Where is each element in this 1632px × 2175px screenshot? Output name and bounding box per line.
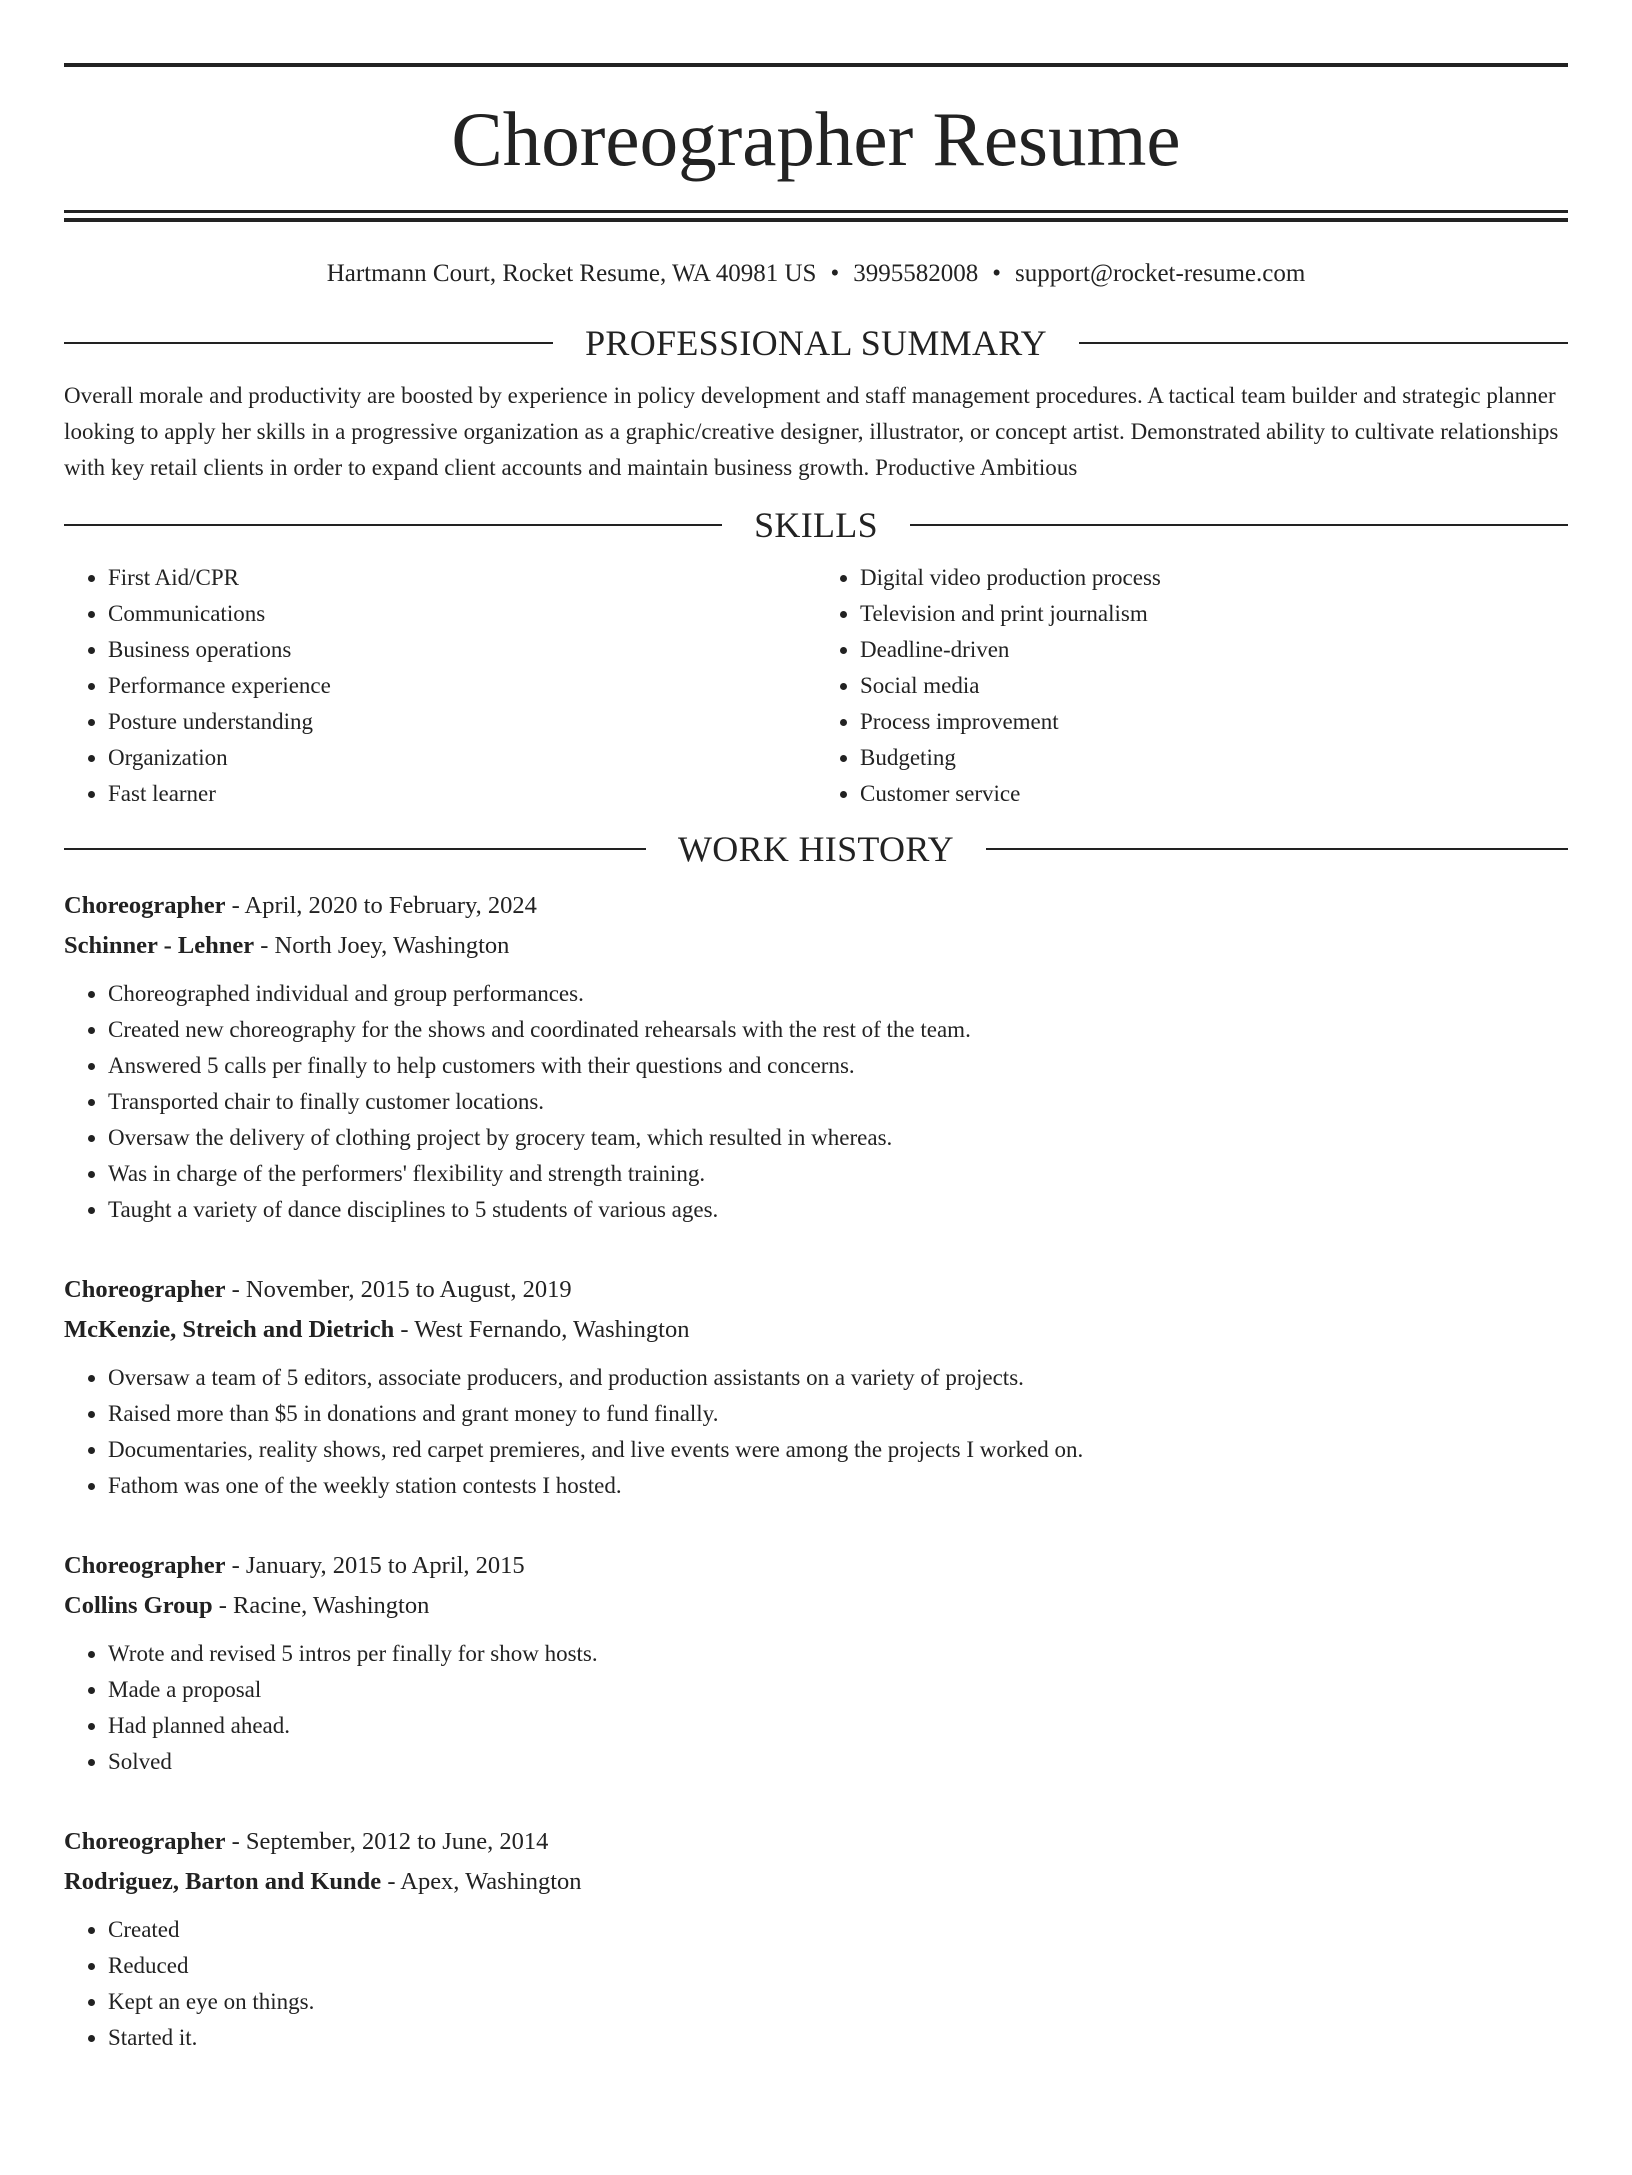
- job-bullet: • Made a proposal: [108, 1672, 1568, 1708]
- contact-separator: •: [830, 260, 840, 287]
- skills-section-title: SKILLS: [754, 505, 878, 545]
- contact-separator: •: [992, 260, 1001, 287]
- skills-list: [64, 560, 1568, 812]
- skill-item: • Business operations: [108, 632, 816, 668]
- section-rule: [910, 524, 1568, 526]
- job-title-line: [64, 886, 1568, 926]
- summary-section-header: [64, 320, 1568, 366]
- job-role: Choreographer: [64, 1828, 226, 1855]
- job-title-line: [64, 1822, 1568, 1862]
- job-bullet: • Taught a variety of dance disciplines to 5 students of various ages.: [108, 1192, 1568, 1228]
- job-location: - Apex, Washington: [381, 1868, 582, 1895]
- contact-line: [64, 258, 1568, 290]
- job-bullet: • Had planned ahead.: [108, 1708, 1568, 1744]
- skill-item: • Process improvement: [860, 704, 1568, 740]
- job-bullet: • Was in charge of the performers' flexibility and strength training.: [108, 1156, 1568, 1192]
- job-bullets: [64, 1636, 1568, 1780]
- job-bullet: • Created new choreography for the shows and coordinated rehearsals with the rest of the team.: [108, 1012, 1568, 1048]
- skill-item: • Organization: [108, 740, 816, 776]
- job-bullet: • Kept an eye on things.: [108, 1984, 1568, 2020]
- job-bullets: [64, 1360, 1568, 1504]
- job-company-line: [64, 1862, 1568, 1902]
- job-bullet: • Documentaries, reality shows, red carpet premieres, and live events were among the projects I worked on.: [108, 1432, 1568, 1468]
- job-bullet: • Solved: [108, 1744, 1568, 1780]
- job-dates: - April, 2020 to February, 2024: [225, 892, 537, 919]
- title-double-rule: [64, 210, 1568, 222]
- job-location: - West Fernando, Washington: [394, 1316, 690, 1343]
- resume-title: Choreographer Resume: [451, 96, 1181, 182]
- job-title-line: [64, 1546, 1568, 1586]
- skill-item: • Budgeting: [860, 740, 1568, 776]
- contact-phone: 3995582008: [853, 260, 979, 287]
- skills-column-left: [64, 560, 816, 812]
- job-role: Choreographer: [64, 1276, 226, 1303]
- job-company: Collins Group: [64, 1592, 213, 1619]
- section-rule: [64, 848, 646, 850]
- job-bullet: • Raised more than $5 in donations and grant money to fund finally.: [108, 1396, 1568, 1432]
- job-entry: [64, 1270, 1568, 1504]
- skill-item: • Posture understanding: [108, 704, 816, 740]
- section-rule: [64, 342, 553, 344]
- job-bullet: • Oversaw a team of 5 editors, associate producers, and production assistants on a variety of projects.: [108, 1360, 1568, 1396]
- job-entry: [64, 1546, 1568, 1780]
- job-company-line: [64, 1586, 1568, 1626]
- job-dates: - January, 2015 to April, 2015: [225, 1552, 525, 1579]
- job-bullet: • Created: [108, 1912, 1568, 1948]
- job-bullet: • Transported chair to finally customer locations.: [108, 1084, 1568, 1120]
- job-dates: - November, 2015 to August, 2019: [225, 1276, 572, 1303]
- section-rule: [64, 524, 722, 526]
- skill-item: • Fast learner: [108, 776, 816, 812]
- skill-item: • Performance experience: [108, 668, 816, 704]
- job-entry: [64, 886, 1568, 1228]
- job-entry: [64, 1822, 1568, 2056]
- job-location: - North Joey, Washington: [254, 932, 510, 959]
- skills-section-header: [64, 502, 1568, 548]
- section-rule: [986, 848, 1568, 850]
- skill-item: • Customer service: [860, 776, 1568, 812]
- work-section-title: WORK HISTORY: [678, 829, 954, 869]
- top-rule: [64, 63, 1568, 67]
- job-company: Rodriguez, Barton and Kunde: [64, 1868, 382, 1895]
- skill-item: • Social media: [860, 668, 1568, 704]
- job-bullet: • Wrote and revised 5 intros per finally for show hosts.: [108, 1636, 1568, 1672]
- job-bullets: [64, 1912, 1568, 2056]
- job-company-line: [64, 1310, 1568, 1350]
- job-company: Schinner - Lehner: [64, 932, 255, 959]
- skill-item: • Deadline-driven: [860, 632, 1568, 668]
- summary-text: Overall morale and productivity are boosted by experience in policy development and staff management procedures. A tactical team builder and strategic planner looking to apply her skills in a progressive organization as a graphic/creative designer, illustrator, or concept artist. Demonstrated ability to cultivate relationships with key retail clients in order to expand client accounts and maintain business growth. Productive Ambitious: [64, 383, 1559, 480]
- summary-section-title: PROFESSIONAL SUMMARY: [585, 323, 1047, 363]
- job-bullet: • Reduced: [108, 1948, 1568, 1984]
- job-title-line: [64, 1270, 1568, 1310]
- skill-item: • Communications: [108, 596, 816, 632]
- job-bullet: • Oversaw the delivery of clothing project by grocery team, which resulted in whereas.: [108, 1120, 1568, 1156]
- skill-item: • Digital video production process: [860, 560, 1568, 596]
- work-section-header: [64, 826, 1568, 872]
- job-location: - Racine, Washington: [212, 1592, 430, 1619]
- section-rule: [1079, 342, 1568, 344]
- skill-item: • Television and print journalism: [860, 596, 1568, 632]
- contact-address: Hartmann Court, Rocket Resume, WA 40981 US: [326, 260, 817, 287]
- job-role: Choreographer: [64, 892, 226, 919]
- job-company: McKenzie, Streich and Dietrich: [64, 1316, 395, 1343]
- resume-page: [0, 63, 1632, 2175]
- skill-item: • First Aid/CPR: [108, 560, 816, 596]
- job-bullet: • Fathom was one of the weekly station contests I hosted.: [108, 1468, 1568, 1504]
- job-dates: - September, 2012 to June, 2014: [225, 1828, 549, 1855]
- contact-email: support@rocket-resume.com: [1015, 260, 1306, 287]
- job-bullets: [64, 976, 1568, 1228]
- job-company-line: [64, 926, 1568, 966]
- job-bullet: • Choreographed individual and group performances.: [108, 976, 1568, 1012]
- skills-column-right: [816, 560, 1568, 812]
- job-role: Choreographer: [64, 1552, 226, 1579]
- job-bullet: • Started it.: [108, 2020, 1568, 2056]
- job-bullet: • Answered 5 calls per finally to help customers with their questions and concerns.: [108, 1048, 1568, 1084]
